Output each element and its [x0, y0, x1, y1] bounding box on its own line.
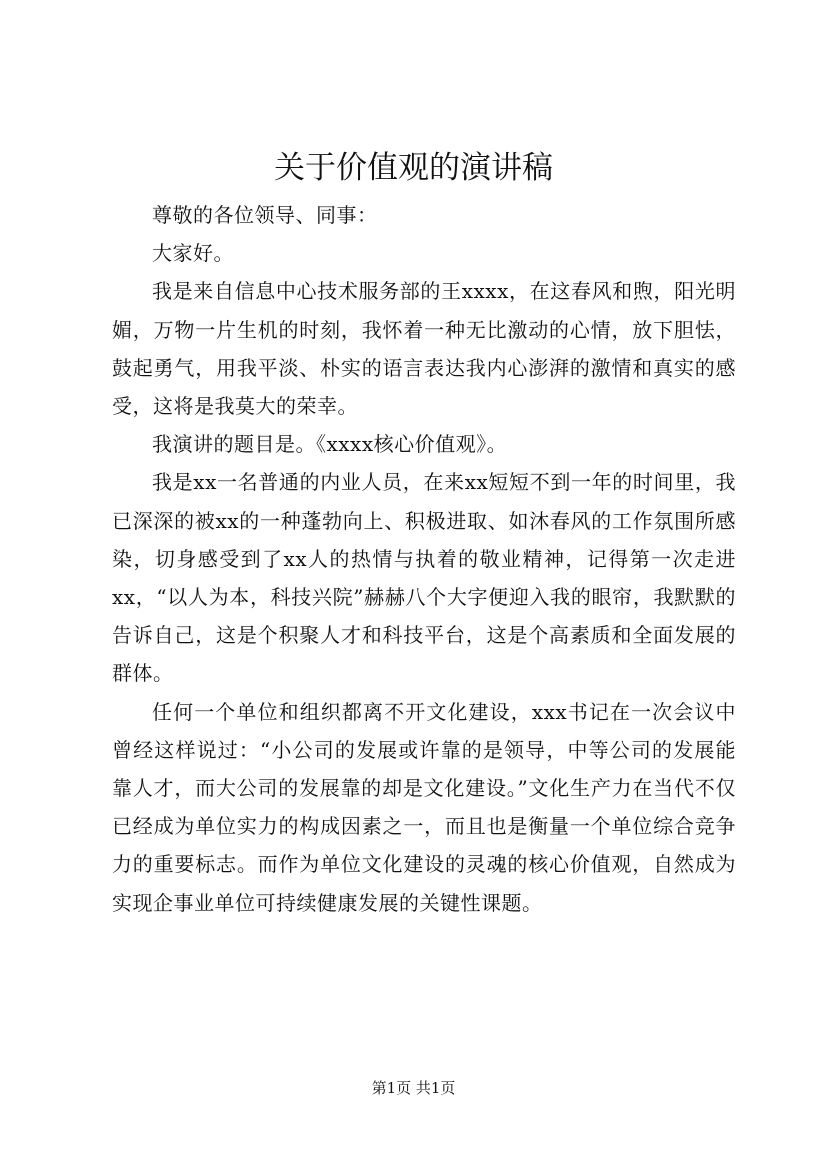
culture-paragraph: 任何一个单位和组织都离不开文化建设，xxx书记在一次会议中曾经这样说过：“小公司的发展或许靠的是领导，中等公司的发展能靠人才，而大公司的发展靠的却是文化建设。”文化生产力在当代不仅已经成为单位实力的构成因素之一，而且也是衡量一个单位综合竞争力的重要标志。而作为单位文化建设的灵魂的核心价值观，自然成为实现企事业单位可持续健康发展的关键性课题。	[112, 699, 736, 915]
document-title: 关于价值观的演讲稿	[274, 150, 553, 186]
experience-paragraph: 我是xx一名普通的内业人员，在来xx短短不到一年的时间里，我已深深的被xx的一种蓬勃向上、积极进取、如沐春风的工作氛围所感染，切身感受到了xx人的热情与执着的敬业精神，记得第一次走进xx，“以人为本，科技兴院”赫赫八个大字便迎入我的眼帘，我默默的告诉自己，这是个积聚人才和科技平台，这是个高素质和全面发展的群体。	[112, 470, 736, 686]
page-footer: 第1页 共1页	[371, 1079, 456, 1097]
salutation-paragraph: 尊敬的各位领导、同事：	[152, 203, 378, 227]
topic-paragraph: 我演讲的题目是。《xxxx核心价值观》。	[152, 432, 508, 457]
introduction-paragraph: 我是来自信息中心技术服务部的王xxxx，在这春风和煦，阳光明媚，万物一片生机的时刻，我怀着一种无比激动的心情，放下胆怯，鼓起勇气，用我平淡、朴实的语言表达我内心澎湃的激情和真实的感受，这将是我莫大的荣幸。	[112, 279, 736, 419]
document-body	[112, 196, 736, 922]
greeting-paragraph: 大家好。	[152, 241, 234, 266]
